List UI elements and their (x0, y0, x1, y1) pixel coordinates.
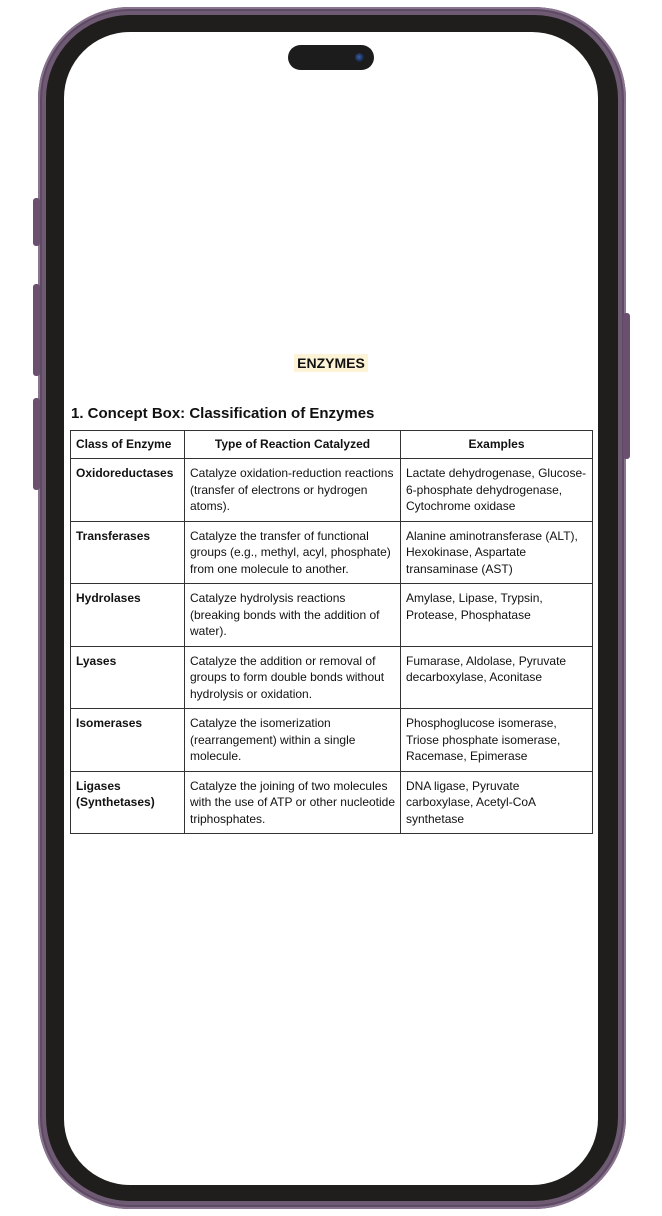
action-button (33, 198, 40, 246)
volume-down-button (33, 398, 40, 490)
cell-examples: Phosphoglucose isomerase, Triose phosphate isomerase, Racemase, Epimerase (401, 709, 593, 772)
power-button (623, 313, 630, 459)
cell-reaction: Catalyze the transfer of functional groups (e.g., methyl, acyl, phosphate) from one molecule to another. (185, 521, 401, 584)
cell-class: Hydrolases (71, 584, 185, 647)
table-row (71, 709, 593, 772)
table-header-row (71, 431, 593, 459)
table-row (71, 521, 593, 584)
cell-class: Transferases (71, 521, 185, 584)
cell-examples: Lactate dehydrogenase, Glucose-6-phosphate dehydrogenase, Cytochrome oxidase (401, 459, 593, 522)
cell-class: Ligases (Synthetases) (71, 771, 185, 834)
camera-icon (355, 53, 364, 62)
document-title: ENZYMES (294, 354, 368, 372)
header-class: Class of Enzyme (71, 431, 185, 459)
enzyme-classification-table (70, 430, 593, 834)
header-reaction: Type of Reaction Catalyzed (185, 431, 401, 459)
cell-reaction: Catalyze oxidation-reduction reactions (transfer of electrons or hydrogen atoms). (185, 459, 401, 522)
cell-class: Lyases (71, 646, 185, 709)
header-examples: Examples (401, 431, 593, 459)
cell-reaction: Catalyze hydrolysis reactions (breaking bonds with the addition of water). (185, 584, 401, 647)
table-row (71, 584, 593, 647)
table-row (71, 771, 593, 834)
table-row (71, 459, 593, 522)
cell-examples: DNA ligase, Pyruvate carboxylase, Acetyl-CoA synthetase (401, 771, 593, 834)
cell-class: Isomerases (71, 709, 185, 772)
document-title-wrap (0, 354, 662, 373)
cell-reaction: Catalyze the addition or removal of groups to form double bonds without hydrolysis or oxidation. (185, 646, 401, 709)
cell-examples: Amylase, Lipase, Trypsin, Protease, Phosphatase (401, 584, 593, 647)
cell-class: Oxidoreductases (71, 459, 185, 522)
cell-reaction: Catalyze the isomerization (rearrangement) within a single molecule. (185, 709, 401, 772)
table-row (71, 646, 593, 709)
cell-reaction: Catalyze the joining of two molecules with the use of ATP or other nucleotide triphosphates. (185, 771, 401, 834)
cell-examples: Fumarase, Aldolase, Pyruvate decarboxylase, Aconitase (401, 646, 593, 709)
section-heading: 1. Concept Box: Classification of Enzymes (71, 405, 375, 422)
cell-examples: Alanine aminotransferase (ALT), Hexokinase, Aspartate transaminase (AST) (401, 521, 593, 584)
dynamic-island (288, 45, 374, 70)
